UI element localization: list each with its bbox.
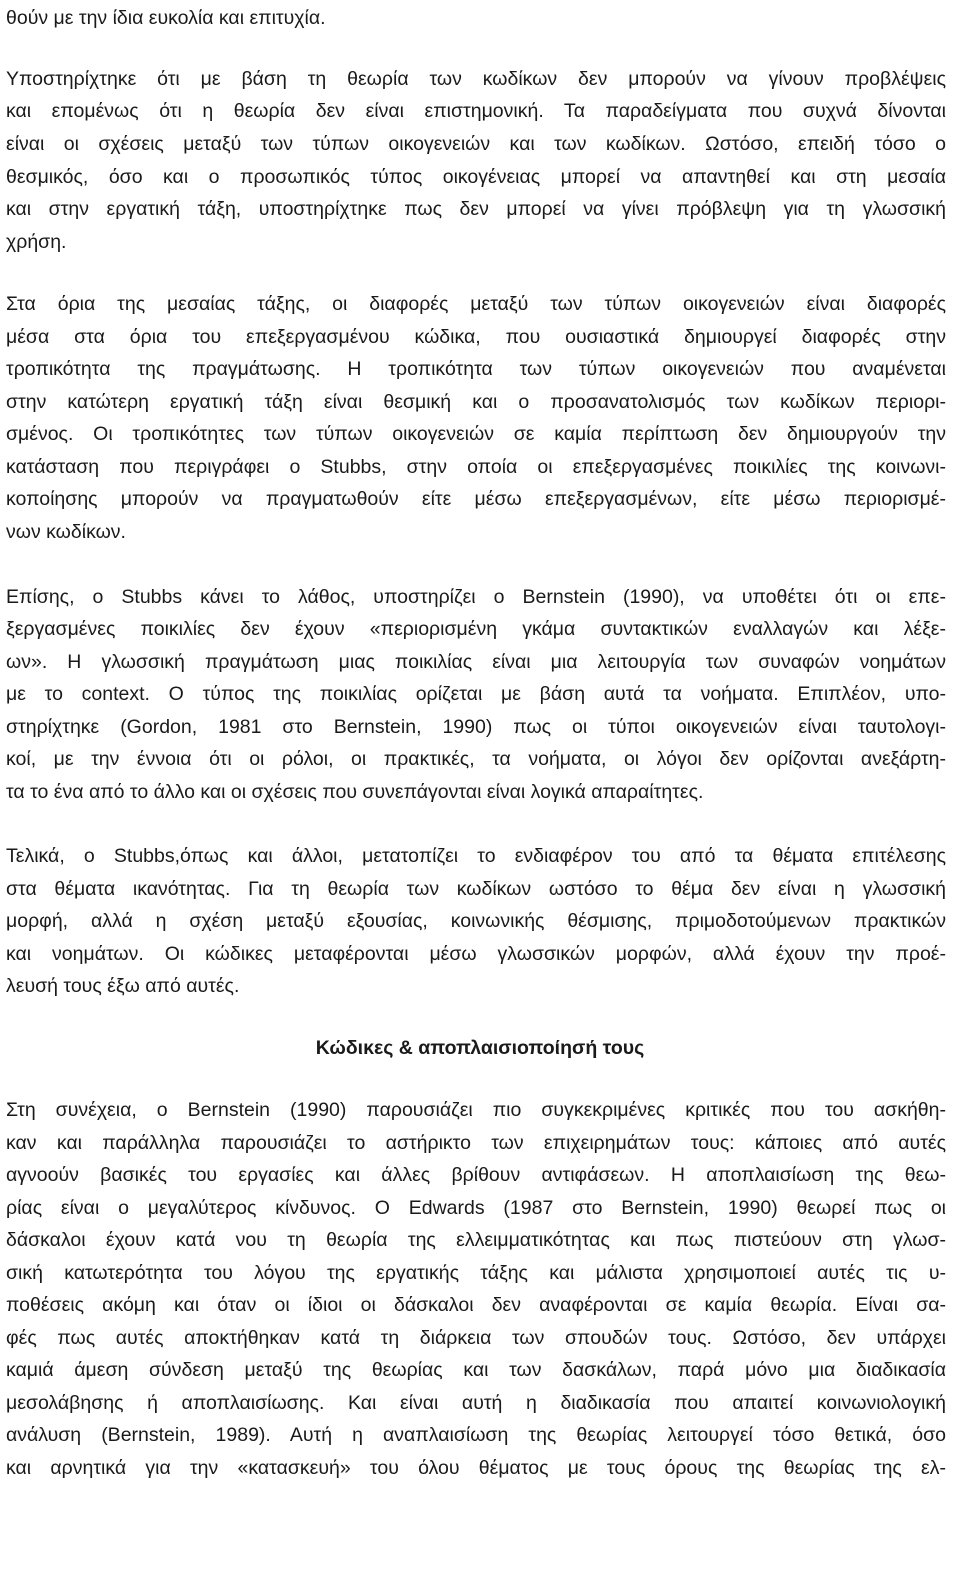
text-line: σμένος. Οι τροπικότητες των τύπων οικογενειών σε καμία περίπτωση δεν δημιουργούν την bbox=[6, 423, 946, 445]
text-line: τα το ένα από το άλλο και οι σχέσεις που συνεπάγονται είναι λογικά απαραίτητες. bbox=[6, 781, 704, 803]
text-line: καν και παράλληλα παρουσιάζει το αστήρικτο των επιχειρημάτων τους: κάποιες από αυτές bbox=[6, 1132, 946, 1154]
text-line: Στη συνέχεια, ο Bernstein (1990) παρουσιάζει πιο συγκεκριμένες κριτικές που του ασκήθη- bbox=[6, 1099, 946, 1121]
text-line: με το context. Ο τύπος της ποικιλίας ορίζεται με βάση αυτά τα νοήματα. Επιπλέον, υπο- bbox=[6, 683, 946, 705]
text-line: κοί, με την έννοια ότι οι ρόλοι, οι πρακτικές, τα νοήματα, οι λόγοι δεν ορίζονται ανεξάρτη- bbox=[6, 748, 946, 770]
text-line: Υποστηρίχτηκε ότι με βάση τη θεωρία των κωδίκων δεν μπορούν να γίνουν προβλέψεις bbox=[6, 68, 946, 90]
text-line: στα θέματα ικανότητας. Για τη θεωρία των κωδίκων ωστόσο το θέμα δεν είναι η γλωσσική bbox=[6, 878, 946, 900]
text-line: Στα όρια της μεσαίας τάξης, οι διαφορές μεταξύ των τύπων οικογενειών είναι διαφορές bbox=[6, 293, 946, 315]
text-line: τροπικότητα της πραγμάτωσης. Η τροπικότητα των τύπων οικογενειών που αναμένεται bbox=[6, 358, 946, 380]
text-line: θεσμικός, όσο και ο προσωπικός τύπος οικογένειας μπορεί να απαντηθεί και στη μεσαία bbox=[6, 166, 946, 188]
text-line: μέσα στα όρια του επεξεργασμένου κώδικα, που ουσιαστικά δημιουργεί διαφορές στην bbox=[6, 326, 946, 348]
text-line: μεσολάβησης ή αποπλαισίωσης. Και είναι αυτή η διαδικασία που απαιτεί κοινωνιολογική bbox=[6, 1392, 946, 1414]
text-line: αγνοούν βασικές του εργασίες και άλλες βρίθουν αντιφάσεων. Η αποπλαισίωση της θεω- bbox=[6, 1164, 946, 1186]
text-line: στηρίχτηκε (Gordon, 1981 στο Bernstein, 1990) πως οι τύποι οικογενειών είναι ταυτολογι- bbox=[6, 716, 946, 738]
text-line: χρήση. bbox=[6, 231, 67, 253]
text-line: ων». Η γλωσσική πραγμάτωση μιας ποικιλίας είναι μια λειτουργία των συναφών νοημάτων bbox=[6, 651, 946, 673]
text-line: θούν με την ίδια ευκολία και επιτυχία. bbox=[6, 7, 326, 29]
text-line: ανάλυση (Bernstein, 1989). Αυτή η αναπλαισίωση της θεωρίας λειτουργεί τόσο θετικά, όσο bbox=[6, 1424, 946, 1446]
text-line: Τελικά, ο Stubbs,όπως και άλλοι, μετατοπίζει το ενδιαφέρον του από τα θέματα επιτέλεσης bbox=[6, 845, 946, 867]
text-line: Επίσης, ο Stubbs κάνει το λάθος, υποστηρίζει ο Bernstein (1990), να υποθέτει ότι οι επε- bbox=[6, 586, 946, 608]
text-line: φές πως αυτές αποκτήθηκαν κατά τη διάρκεια των σπουδών τους. Ωστόσο, δεν υπάρχει bbox=[6, 1327, 946, 1349]
text-line: ρίας είναι ο μεγαλύτερος κίνδυνος. Ο Edwards (1987 στο Bernstein, 1990) θεωρεί πως οι bbox=[6, 1197, 946, 1219]
text-line: ποθέσεις ακόμη και όταν οι ίδιοι οι δάσκαλοι δεν αναφέρονται σε καμία θεωρία. Είναι σα- bbox=[6, 1294, 946, 1316]
section-heading: Κώδικες & αποπλαισιοποίησή τους bbox=[315, 1037, 645, 1059]
text-line: κοποίησης μπορούν να πραγματωθούν είτε μέσω επεξεργασμένων, είτε μέσω περιορισμέ- bbox=[6, 488, 946, 510]
text-line: και νοημάτων. Οι κώδικες μεταφέρονται μέσω γλωσσικών μορφών, αλλά έχουν την προέ- bbox=[6, 943, 946, 965]
text-line: και στην εργατική τάξη, υποστηρίχτηκε πως δεν μπορεί να γίνει πρόβλεψη για τη γλωσσική bbox=[6, 198, 946, 220]
text-line: είναι οι σχέσεις μεταξύ των τύπων οικογενειών και των κωδίκων. Ωστόσο, επειδή τόσο ο bbox=[6, 133, 946, 155]
text-line: στην κατώτερη εργατική τάξη είναι θεσμική και ο προσανατολισμός των κωδίκων περιορι- bbox=[6, 391, 946, 413]
text-line: και επομένως ότι η θεωρία δεν είναι επιστημονική. Τα παραδείγματα που συχνά δίνονται bbox=[6, 100, 946, 122]
text-line: λευσή τους έξω από αυτές. bbox=[6, 975, 240, 997]
text-line: κατάσταση που περιγράφει ο Stubbs, στην οποία οι επεξεργασμένες ποικιλίες της κοινωνι- bbox=[6, 456, 946, 478]
text-line: ξεργασμένες ποικιλίες δεν έχουν «περιορισμένη γκάμα συντακτικών εναλλαγών και λέξε- bbox=[6, 618, 946, 640]
text-line: σική κατωτερότητα του λόγου της εργατικής τάξης και μάλιστα χρησιμοποιεί αυτές τις υ- bbox=[6, 1262, 946, 1284]
text-line: νων κωδίκων. bbox=[6, 521, 126, 543]
text-line: καμιά άμεση σύνδεση μεταξύ της θεωρίας και των δασκάλων, παρά μόνο μια διαδικασία bbox=[6, 1359, 946, 1381]
text-line: και αρνητικά για την «κατασκευή» του όλου θέματος με τους όρους της θεωρίας της ελ- bbox=[6, 1457, 946, 1479]
text-line: μορφή, αλλά η σχέση μεταξύ εξουσίας, κοινωνικής θέσμισης, πριμοδοτούμενων πρακτικών bbox=[6, 910, 946, 932]
text-line: δάσκαλοι έχουν κατά νου τη θεωρία της ελλειμματικότητας και πως πιστεύουν στη γλωσ- bbox=[6, 1229, 946, 1251]
